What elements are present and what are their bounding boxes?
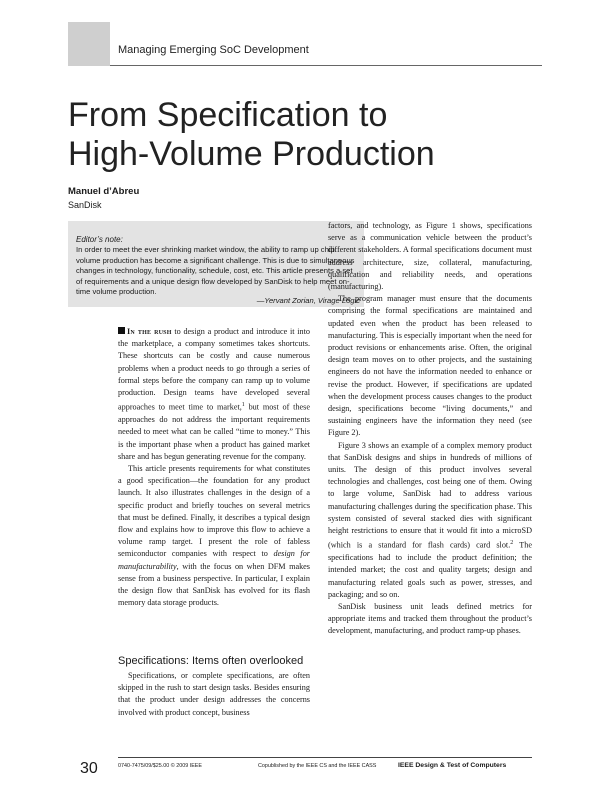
paragraph-program-manager: The program manager must ensure that the documents comprising the formal specifications are maintained and updated even when the product has been released to manufacturing. This is especially important when the need for product revisions or enhancements arise. Often, the original design team moves on to other projects, and the sustaining engineers do not have the information needed to enhance or revise the product. However, if specifications are updated when the development process causes changes to the product design, specifications become “living documents,” and sustaining engineers have the information they need (see Figure 2). [328, 294, 532, 438]
editor-note-text: In order to meet the ever shrinking market window, the ability to ramp up chip volume production has become a significant challenge. This is due to simultaneous changes in technology, functionality, schedule, cost, etc. This article presents a set of requirements and a unique design flow developed by SanDisk to help meet on-time volume production. [76, 245, 355, 297]
paragraph-specs: Specifications, or complete specifications, are often skipped in the rush to start design tasks. Besides ensuring that the product under design addresses the concerns involved with product concept, business [118, 671, 310, 717]
intro-text: to design a product and introduce it into the marketplace, a company sometimes takes shortcuts. These shortcuts can be costly and cause numerous problems when a product needs to go through a series of formal steps before the company can ramp up to volume production. Design teams have developed several approaches to meet time to market, [118, 327, 311, 412]
header-rule [110, 65, 542, 66]
overview-text-end: , with the focus on when DFM makes sense from a business perspective. In particular, I explain the design flow that SanDisk has evolved for its flash memory data storage products. [118, 561, 310, 608]
lead-in: In the rush [127, 327, 172, 336]
paragraph-figure3 [328, 440, 532, 601]
author-name: Manuel d’Abreu [68, 186, 140, 197]
paragraph-overview [118, 463, 310, 609]
running-head: Managing Emerging SoC Development [118, 44, 309, 56]
overview-text: This article presents requirements for what constitutes a good specification—the foundation for any product launch. It also illustrates challenges in the design of a specific product and briefly touches on several metrics that must be defined. Finally, it describes a typical design flow and explains how to improve this flow to achieve a volume ramp target. I present the role of fabless semiconductor companies with respect to [118, 463, 310, 559]
title-line-1: From Specification to [68, 96, 388, 134]
paragraph-intro [118, 326, 310, 463]
section-heading: Specifications: Items often overlooked [118, 655, 304, 667]
body-column-left-lower [118, 670, 310, 719]
title-line-2: High-Volume Production [68, 135, 435, 173]
footer-journal-name: IEEE Design & Test of Computers [398, 762, 507, 769]
article-title [68, 96, 528, 174]
paragraph-continued: factors, and technology, as Figure 1 shows, specifications serve as a communication vehicle between the product’s different stakeholders. A formal specifications document must address architecture, size, collateral, manufacturing, qualification and reliability needs, and operations (manufacturing). [328, 221, 532, 292]
footnote-ref-1: 1 [241, 402, 245, 409]
footer-copublished: Copublished by the IEEE CS and the IEEE CASS [258, 763, 377, 769]
dfm-emphasis: design for manufacturability [118, 549, 310, 571]
section-start-square-icon [118, 327, 125, 334]
editor-note-label: Editor’s note: [76, 235, 123, 244]
footnote-ref-2: 2 [510, 540, 514, 547]
footer-rule [118, 757, 532, 758]
footer-copyright: 0740-7475/09/$25.00 © 2009 IEEE [118, 763, 202, 769]
body-column-left [118, 326, 310, 609]
intro-text-end: but most of these approaches do not address the important requirements needed to meet what can be called “time to money.” This is the important phase when a product has gained market share and has begun generating revenue for the company. [118, 402, 310, 461]
figure3-text: Figure 3 shows an example of a complex memory product that SanDisk designs and ships in hundreds of millions of units. The design of this product involves several technologies and challenges, cost being one of them. Owing to large volume, SanDisk had to address various manufacturing challenges during the specification phase. This system consisted of several stacked dies with significant height restrictions to ensure that it would fit into a microSD (which is a standard for flash cards) card slot. [328, 440, 532, 551]
page-number: 30 [80, 760, 98, 777]
author-affiliation: SanDisk [68, 200, 102, 210]
editor-note-signature: —Yervant Zorian, Virage Logic [256, 296, 360, 305]
paragraph-metrics: SanDisk business unit leads defined metrics for appropriate items and tracked them throughout the product’s development, manufacturing, and product ramp-up phases. [328, 602, 532, 636]
corner-tab [68, 22, 110, 66]
figure3-text-end: The specifications had to include the product definition; the intended market; the cost and quality targets; design and manufacturing related goals such as power, stresses, and packaging; and so on. [328, 541, 532, 599]
body-column-right [328, 220, 532, 638]
